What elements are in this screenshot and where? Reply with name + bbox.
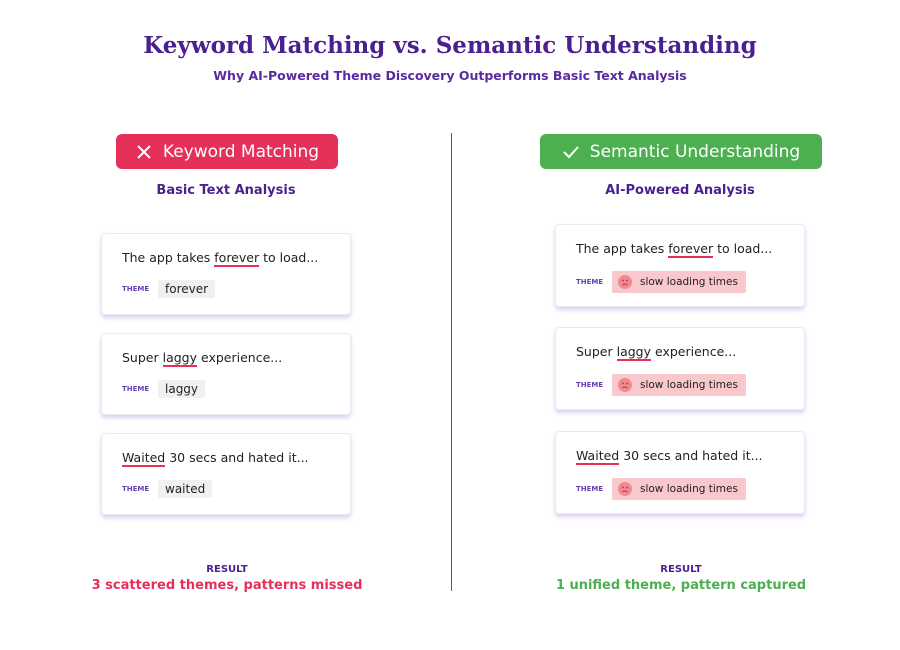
badge-label: Keyword Matching bbox=[162, 141, 320, 162]
sad-face-icon bbox=[618, 378, 632, 392]
theme-label: THEME bbox=[122, 285, 150, 293]
theme-chip bbox=[158, 480, 212, 498]
badge-label: Semantic Understanding bbox=[589, 141, 801, 162]
quote-text: The app takes bbox=[122, 250, 215, 265]
theme-label: THEME bbox=[576, 485, 604, 493]
feedback-quote bbox=[122, 250, 330, 272]
quote-text: to load... bbox=[259, 250, 319, 265]
sad-face-icon bbox=[618, 275, 632, 289]
theme-label: THEME bbox=[122, 485, 150, 493]
left-subheading: Basic Text Analysis bbox=[156, 183, 296, 198]
quote-text: 30 secs and hated it... bbox=[619, 448, 763, 463]
theme-value: slow loading times bbox=[640, 483, 738, 495]
keyword-matching-badge bbox=[116, 134, 338, 169]
feedback-card bbox=[555, 431, 805, 514]
semantic-understanding-badge bbox=[540, 134, 822, 169]
feedback-quote bbox=[122, 450, 330, 472]
quote-text: The app takes bbox=[576, 241, 669, 256]
feedback-quote bbox=[576, 448, 784, 470]
divider bbox=[451, 133, 452, 591]
theme-value: slow loading times bbox=[640, 276, 738, 288]
page-subtitle: Why AI-Powered Theme Discovery Outperforms Basic Text Analysis bbox=[213, 68, 687, 83]
quote-text: 30 secs and hated it... bbox=[165, 450, 309, 465]
quote-text: experience... bbox=[651, 344, 737, 359]
left-result: 3 scattered themes, patterns missed bbox=[91, 578, 363, 593]
right-result: 1 unified theme, pattern captured bbox=[555, 578, 807, 593]
quote-text: Super bbox=[122, 350, 163, 365]
theme-chip bbox=[158, 380, 205, 398]
feedback-card bbox=[555, 224, 805, 307]
theme-label: THEME bbox=[576, 381, 604, 389]
sad-face-icon bbox=[618, 482, 632, 496]
feedback-quote bbox=[576, 344, 784, 366]
left-result-label: RESULT bbox=[206, 564, 248, 575]
theme-value: laggy bbox=[165, 382, 199, 396]
right-result-label: RESULT bbox=[660, 564, 702, 575]
quote-text: to load... bbox=[713, 241, 773, 256]
feedback-card bbox=[555, 327, 805, 410]
feedback-card bbox=[101, 433, 351, 515]
right-subheading: AI-Powered Analysis bbox=[605, 183, 755, 198]
theme-value: forever bbox=[165, 282, 209, 296]
feedback-card bbox=[101, 233, 351, 315]
quote-text: experience... bbox=[197, 350, 283, 365]
highlighted-keyword: Waited bbox=[122, 450, 166, 465]
feedback-card bbox=[101, 333, 351, 415]
feedback-quote bbox=[576, 241, 784, 263]
page-title: Keyword Matching vs. Semantic Understanding bbox=[143, 32, 757, 59]
theme-chip bbox=[158, 280, 215, 298]
theme-value: waited bbox=[165, 482, 206, 496]
theme-label: THEME bbox=[576, 278, 604, 286]
highlighted-keyword: forever bbox=[214, 250, 260, 265]
highlighted-keyword: forever bbox=[668, 241, 714, 256]
theme-chip bbox=[612, 478, 746, 500]
theme-label: THEME bbox=[122, 385, 150, 393]
theme-chip bbox=[612, 271, 746, 293]
feedback-quote bbox=[122, 350, 330, 372]
check-icon bbox=[562, 143, 580, 161]
highlighted-keyword: laggy bbox=[162, 350, 198, 365]
theme-value: slow loading times bbox=[640, 379, 738, 391]
highlighted-keyword: laggy bbox=[616, 344, 652, 359]
quote-text: Super bbox=[576, 344, 617, 359]
theme-chip bbox=[612, 374, 746, 396]
highlighted-keyword: Waited bbox=[576, 448, 620, 463]
x-icon bbox=[135, 143, 153, 161]
